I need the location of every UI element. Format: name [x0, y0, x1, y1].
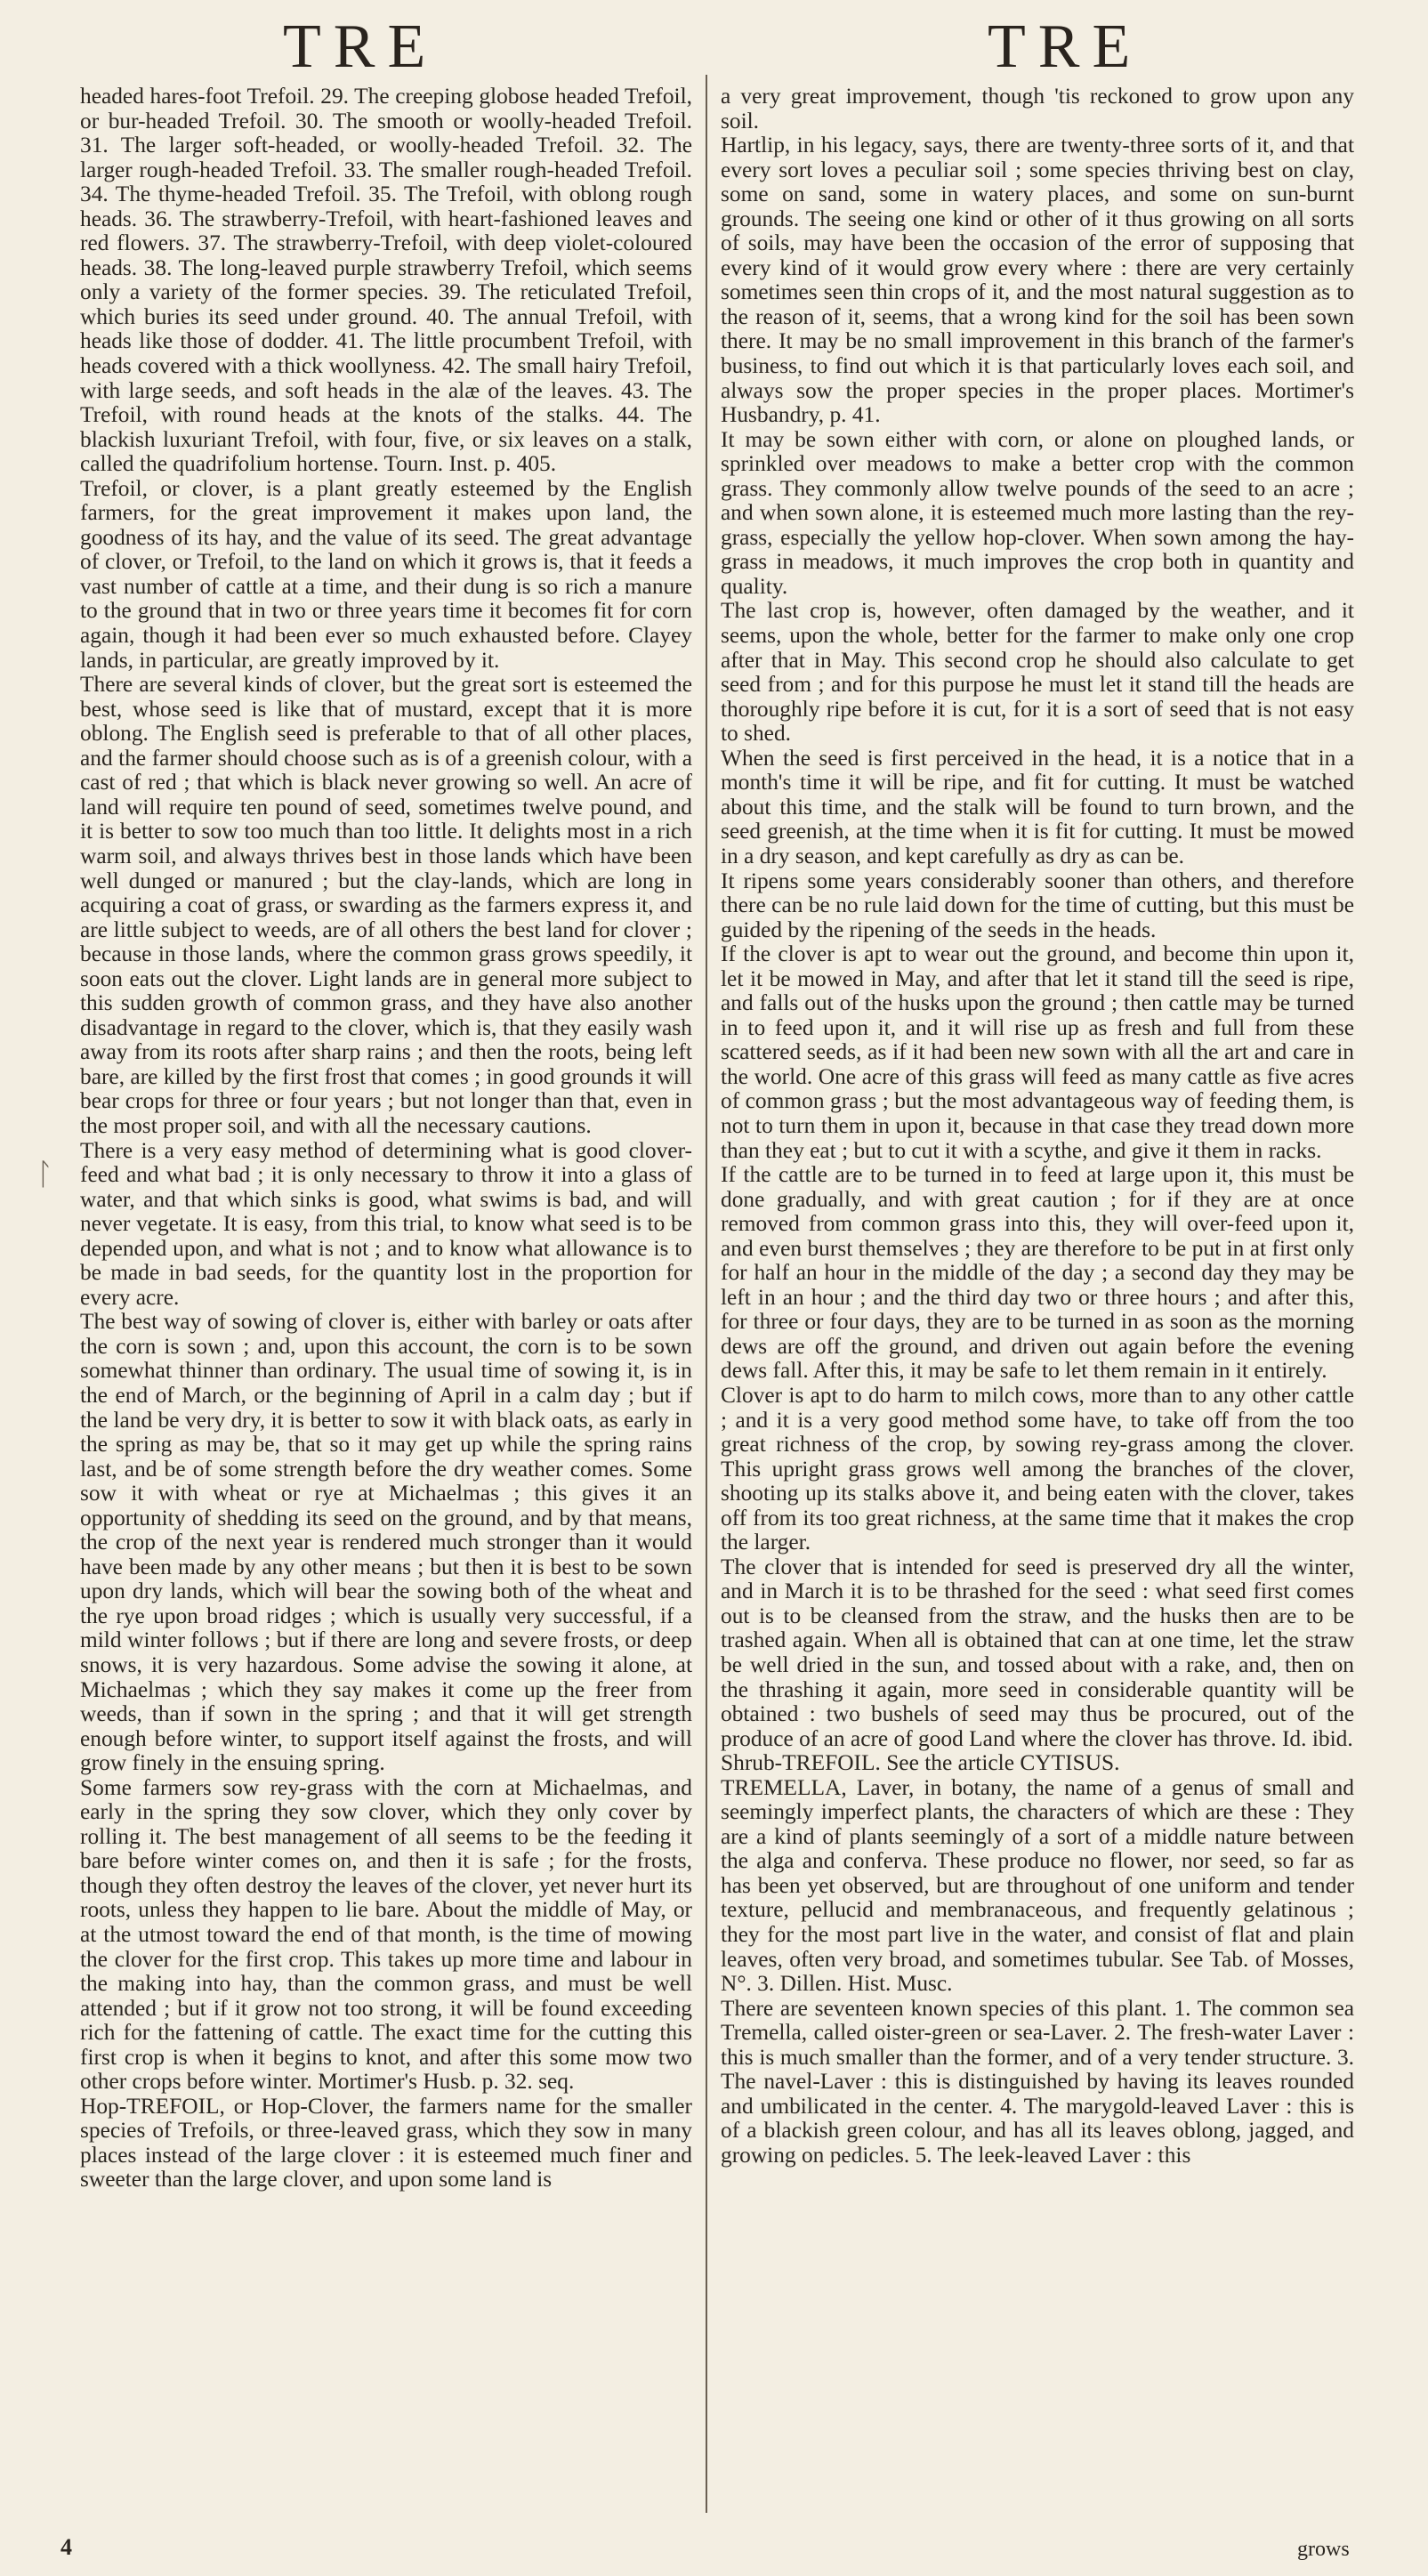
paragraph: The last crop is, however, often damaged by the weather, and it seems, upon the whole, better for the farmer to make only one crop after that in May. This second crop he should also calculate to get seed from ; and for this purpose he must let it stand till the heads are thoroughly ripe before it is cut, for it is a sort of seed that is not easy to shed.	[721, 598, 1354, 747]
paragraph: Shrub-TREFOIL. See the article CYTISUS.	[721, 1750, 1120, 1776]
margin-mark: ᛚ	[36, 1159, 54, 1191]
paragraph: headed hares-foot Trefoil. 29. The creeping globose headed Trefoil, or bur-headed Trefoil. 30. The smooth or woolly-headed Trefoil. 31. The larger soft-headed, or woolly-headed Trefoil. 32. The larger rough-headed Trefoil. 33. The smaller rough-headed Trefoil. 34. The thyme-headed Trefoil. 35. The Trefoil, with oblong rough heads. 36. The strawberry-Trefoil, with heart-fashioned leaves and red flowers. 37. The strawberry-Trefoil, with deep violet-coloured heads. 38. The long-leaved purple strawberry Trefoil, which seems only a variety of the former species. 39. The reticulated Trefoil, which buries its seed under ground. 40. The annual Trefoil, with heads like those of dodder. 41. The little procumbent Trefoil, with heads covered with a thick woollyness. 42. The small hairy Trefoil, with large seeds, and soft heads in the alæ of the leaves. 43. The Trefoil, with round heads at the knots of the stalks. 44. The blackish luxuriant Trefoil, with four, five, or six leaves on a stalk, called the quadrifolium hortense. Tourn. Inst. p. 405.	[80, 84, 692, 477]
paragraph: It ripens some years considerably sooner than others, and therefore there can be no rule laid down for the time of cutting, but this must be guided by the ripening of the seeds in the heads.	[721, 868, 1354, 942]
running-head-left: TRE	[283, 12, 439, 81]
paragraph: a very great improvement, though 'tis reckoned to grow upon any soil.	[721, 84, 1354, 133]
paragraph: The clover that is intended for seed is preserved dry all the winter, and in March it is to be thrashed for the seed : what seed first comes out is to be cleansed from the straw, and the husks then are to be trashed again. When all is obtained that can at one time, let the straw be well dried in the sun, and tossed about with a rake, and, then on the thrashing it again, more seed in considerable quantity will be obtained : two bushels of seed may thus be procured, out of the produce of an acre of good Land where the clover has throve. Id. ibid.	[721, 1554, 1354, 1751]
paragraph: If the clover is apt to wear out the ground, and become thin upon it, let it be mowed in May, and after that let it stand till the seed is ripe, and falls out of the husks upon the ground ; then cattle may be turned in to feed upon it, and it will rise up as fresh and full from these scattered seeds, as if it had been new sown with all the art and care in the world. One acre of this grass will feed as many cattle as five acres of common grass ; but the most advantageous way of feeding them, is not to turn them in upon it, because in that case they tread down more than they eat ; but to cut it with a scythe, and give it them in racks.	[721, 941, 1354, 1163]
paragraph: There are several kinds of clover, but the great sort is esteemed the best, whose seed is like that of mustard, except that it is more oblong. The English seed is preferable to that of all other places, and the farmer should choose such as is of a greenish colour, with a cast of red ; that which is black never growing so well. An acre of land will require ten pound of seed, sometimes twelve pound, and it is better to sow too much than too little. It delights most in a rich warm soil, and always thrives best in those lands which have been well dunged or manured ; but the clay-lands, which are long in acquiring a coat of grass, or swarding as the farmers express it, and are little subject to weeds, are of all others the best land for clover ; because in those lands, where the common grass grows speedily, it soon eats out the clover. Light lands are in general more subject to this sudden growth of common grass, and they have also another disadvantage in regard to the clover, which is, that they easily wash away from its roots after sharp rains ; and then the roots, being left bare, are killed by the first frost that comes ; in good grounds it will bear crops for three or four years ; but not longer than that, even in the most proper soil, and with all the necessary cautions.	[80, 672, 692, 1138]
column-rule	[706, 75, 707, 2513]
paragraph: It may be sown either with corn, or alone on ploughed lands, or sprinkled over meadows to make a better crop with the common grass. They commonly allow twelve pounds of the seed to an acre ; and when sown alone, it is esteemed much more lasting than the rey-grass, especially the yellow hop-clover. When sown among the hay-grass in meadows, it much improves the crop both in quantity and quality.	[721, 426, 1354, 599]
paragraph: There is a very easy method of determining what is good clover-feed and what bad ; it is only necessary to throw it into a glass of water, and that which sinks is good, what swims is bad, and will never vegetate. It is easy, from this trial, to know what seed is to be depended upon, and what is not ; and to know what allowance is to be made in bad seeds, for the quantity lost in the proportion for every acre.	[80, 1137, 692, 1310]
paragraph: There are seventeen known species of this plant. 1. The common sea Tremella, called oister-green or sea-Laver. 2. The fresh-water Laver : this is much smaller than the former, and of a very tender structure. 3. The navel-Laver : this is distinguished by having its leaves rounded and umbilicated in the center. 4. The marygold-leaved Laver : this is of a blackish green colour, and has all its leaves oblong, jagged, and growing on pedicles. 5. The leek-leaved Laver : this	[721, 1995, 1354, 2168]
paragraph: The best way of sowing of clover is, either with barley or oats after the corn is sown ; and, upon this account, the corn is to be sown somewhat thinner than ordinary. The usual time of sowing it, is in the end of March, or the beginning of April in a calm day ; but if the land be very dry, it is better to sow it with black oats, as early in the spring as may be, that so it may get up while the spring rains last, and be of some strength before the dry weather comes. Some sow it with wheat or rye at Michaelmas ; this gives it an opportunity of shedding its seed on the ground, and by that means, the crop of the next year is rendered much stronger than it would have been made by any other means ; but then it is best to be sown upon dry lands, which will bear the sowing both of the wheat and the rye upon broad ridges ; which is usually very successful, if a mild winter follows ; but if there are long and severe frosts, or deep snows, it is very hazardous. Some advise the sowing it alone, at Michaelmas ; which they say makes it come up the freer from weeds, than if sown in the spring ; and that it will get strength enough before winter, to support itself against the frosts, and will grow finely in the ensuing spring.	[80, 1309, 692, 1776]
right-column	[721, 85, 1354, 2168]
paragraph: Some farmers sow rey-grass with the corn at Michaelmas, and early in the spring they sow clover, which they only cover by rolling it. The best management of all seems to be the feeding it bare before winter comes on, and then it is safe ; for the frosts, though they often destroy the leaves of the clover, yet never hurt its roots, unless they happen to lie bare. About the middle of May, or at the utmost toward the end of that month, is the time of mowing the clover for the first crop. This takes up more time and labour in the making into hay, than the common grass, and must be well attended ; but if it grow not too strong, it will be found exceeding rich for the fattening of cattle. The exact time for the cutting this first crop is when it begins to knot, and after this some mow two other crops before winter. Mortimer's Husb. p. 32. seq.	[80, 1774, 692, 2095]
paragraph: Hop-TREFOIL, or Hop-Clover, the farmers name for the smaller species of Trefoils, or three-leaved grass, which they sow in many places instead of the large clover : it is esteemed much finer and sweeter than the large clover, and upon some land is	[80, 2093, 692, 2192]
paragraph: Hartlip, in his legacy, says, there are twenty-three sorts of it, and that every sort loves a peculiar soil ; some species thriving best on clay, some on sand, some in watery places, and some on sun-burnt grounds. The seeing one kind or other of it thus growing on all sorts of soils, may have been the occasion of the error of supposing that every kind of it would grow every where : there are very certainly sometimes seen thin crops of it, and the most natural suggestion as to the reason of it, seems, that a wrong kind for the soil has been sown there. It may be no small improvement in this branch of the farmer's business, to find out which it is that particularly loves each soil, and always sow the proper species in the proper places. Mortimer's Husbandry, p. 41.	[721, 133, 1354, 428]
running-head-right: TRE	[988, 12, 1143, 81]
catchword: grows	[1297, 2538, 1350, 2561]
paragraph: Clover is apt to do harm to milch cows, more than to any other cattle ; and it is a very good method some have, to take off from the too great richness of the crop, by sowing rey-grass among the clover. This upright grass grows well among the branches of the clover, shooting up its stalks above it, and being eaten with the clover, takes off from its too great richness, at the same time that it makes the crop the larger.	[721, 1382, 1354, 1555]
paragraph: When the seed is first perceived in the head, it is a notice that in a month's time it will be ripe, and fit for cutting. It must be watched about this time, and the stalk will be found to turn brown, and the seed greenish, at the time when it is fit for cutting. It must be mowed in a dry season, and kept carefully as dry as can be.	[721, 745, 1354, 868]
left-column	[80, 85, 692, 2192]
paragraph: TREMELLA, Laver, in botany, the name of a genus of small and seemingly imperfect plants, the characters of which are these : They are a kind of plants seemingly of a sort of a middle nature between the alga and conferva. These produce no flower, nor seed, so far as has been yet observed, but are throughout of one uniform and tender texture, pellucid and membranaceous, and frequently gelatinous ; they for the most part live in the water, and consist of flat and plain leaves, often very broad, and sometimes tubular. See Tab. of Mosses, N°. 3. Dillen. Hist. Musc.	[721, 1774, 1354, 1997]
page-folio: 4	[61, 2534, 72, 2560]
paragraph: Trefoil, or clover, is a plant greatly esteemed by the English farmers, for the great improvement it makes upon land, the goodness of its hay, and the value of its seed. The great advantage of clover, or Trefoil, to the land on which it grows is, that it feeds a vast number of cattle at a time, and their dung is so rich a manure to the ground that in two or three years time it becomes fit for corn again, though it had been ever so much exhausted before. Clayey lands, in particular, are greatly improved by it.	[80, 475, 692, 673]
paragraph: If the cattle are to be turned in to feed at large upon it, this must be done gradually, and with great caution ; for if they are at once removed from common grass into this, they will over-feed upon it, and even burst themselves ; they are therefore to be put in at first only for half an hour in the middle of the day ; a second day they may be left in an hour ; and the third day two or three hours ; and after this, for three or four days, they are to be turned in as soon as the morning dews are off the ground, and driven out again before the evening dews fall. After this, it may be safe to let them remain in it entirely.	[721, 1162, 1354, 1384]
